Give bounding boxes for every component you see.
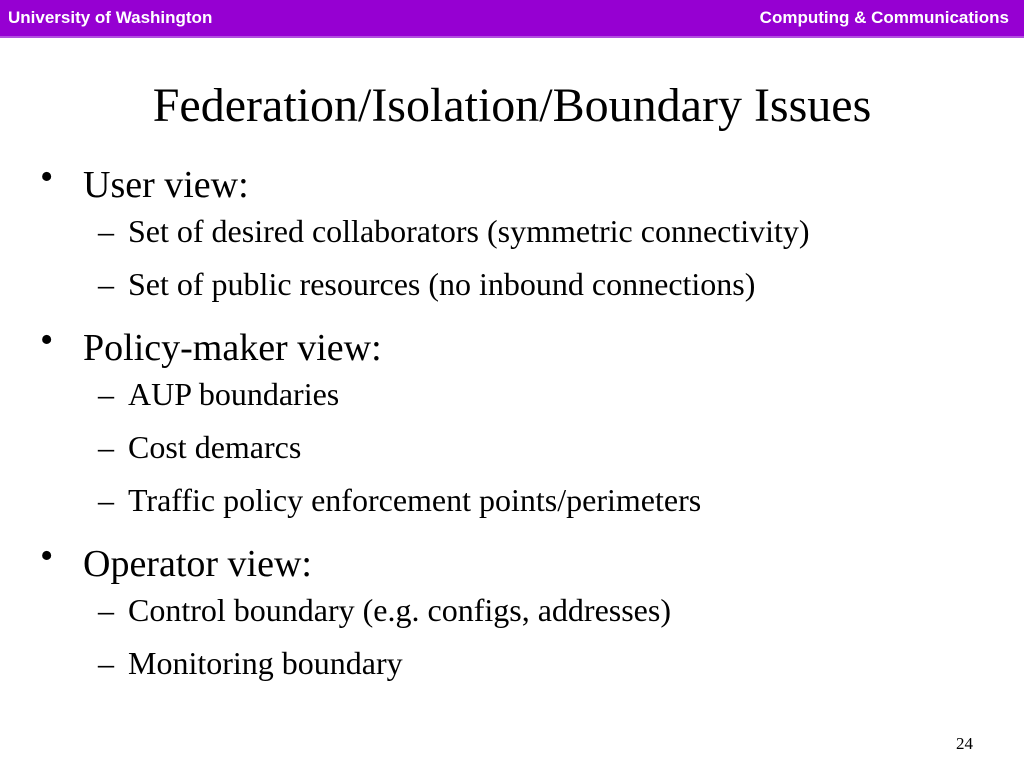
bullet-icon: •	[40, 535, 54, 577]
header-bar	[0, 0, 1024, 36]
dash-icon: –	[98, 429, 114, 465]
header-divider	[0, 36, 1024, 38]
sub-bullet-label: Traffic policy enforcement points/perimeters	[128, 482, 702, 518]
bullet-list	[0, 155, 1024, 697]
bullet-label: User view:	[83, 164, 249, 206]
dash-icon: –	[98, 482, 114, 518]
bullet-item	[0, 155, 1024, 212]
dash-icon: –	[98, 213, 114, 249]
dash-icon: –	[98, 376, 114, 412]
bullet-item	[0, 318, 1024, 375]
header-left-text: University of Washington	[8, 8, 213, 27]
sub-bullet-item	[0, 375, 1024, 428]
sub-bullet-label: Set of public resources (no inbound connections)	[128, 266, 756, 302]
sub-bullet-item	[0, 265, 1024, 318]
sub-bullet-label: Cost demarcs	[128, 429, 302, 465]
sub-bullet-label: Control boundary (e.g. configs, addresses)	[128, 592, 671, 628]
bullet-icon: •	[40, 319, 54, 361]
sub-bullet-item	[0, 428, 1024, 481]
bullet-item	[0, 534, 1024, 591]
sub-bullet-item	[0, 481, 1024, 534]
sub-bullet-item	[0, 212, 1024, 265]
bullet-icon: •	[40, 156, 54, 198]
sub-bullet-label: Monitoring boundary	[128, 645, 403, 681]
sub-bullet-item	[0, 644, 1024, 697]
sub-bullet-label: Set of desired collaborators (symmetric connectivity)	[128, 213, 810, 249]
dash-icon: –	[98, 645, 114, 681]
sub-bullet-label: AUP boundaries	[128, 376, 340, 412]
bullet-label: Operator view:	[83, 543, 312, 585]
page-number: 24	[956, 734, 973, 753]
header-right-text: Computing & Communications	[759, 8, 1009, 27]
slide-title: Federation/Isolation/Boundary Issues	[152, 79, 872, 132]
sub-bullet-item	[0, 591, 1024, 644]
dash-icon: –	[98, 266, 114, 302]
bullet-label: Policy-maker view:	[83, 327, 382, 369]
dash-icon: –	[98, 592, 114, 628]
